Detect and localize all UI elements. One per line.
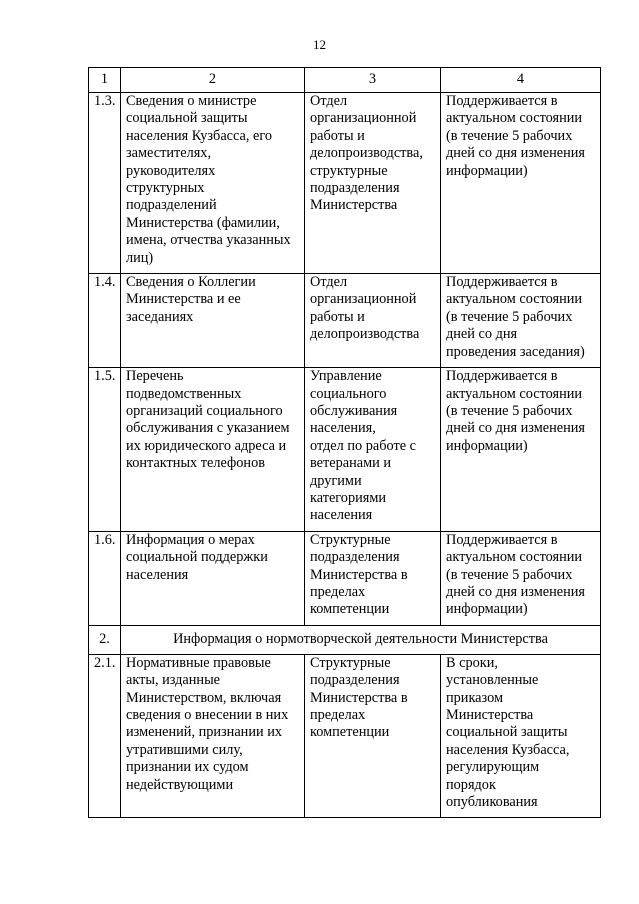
cell-line: населения — [310, 507, 373, 524]
cell-line: Перечень — [126, 368, 184, 385]
row-number: 2.1. — [89, 654, 121, 818]
table-row — [89, 93, 601, 274]
cell-line: изменений, признании их — [126, 724, 283, 741]
column-header: 1 — [89, 68, 121, 93]
table-row — [89, 531, 601, 625]
cell-line: (в течение 5 рабочих — [446, 127, 573, 144]
info-description — [121, 93, 305, 274]
cell-line: Сведения о Коллегии — [126, 274, 256, 291]
cell-line: Сведения о министре — [126, 93, 257, 109]
page-number: 12 — [313, 37, 326, 52]
row-number: 1.4. — [89, 274, 121, 368]
info-description — [121, 368, 305, 532]
cell-line: социальной защиты — [446, 724, 568, 741]
cell-line: (в течение 5 рабочих — [446, 308, 573, 325]
cell-line: (в течение 5 рабочих — [446, 402, 573, 419]
cell-line: Министерства — [310, 197, 398, 214]
cell-line: делопроизводства — [310, 326, 420, 343]
info-description — [121, 274, 305, 368]
cell-line: обслуживания с указанием — [126, 420, 290, 437]
cell-line: актуальном состоянии — [446, 110, 583, 127]
cell-line: Поддерживается в — [446, 93, 558, 109]
cell-line: Управление — [310, 368, 382, 385]
cell-line: Министерством, включая — [126, 689, 282, 706]
row-number: 1.3. — [89, 93, 121, 274]
cell-line: утратившими силу, — [126, 741, 243, 758]
cell-line: (в течение 5 рабочих — [446, 566, 573, 583]
cell-line: Структурные — [310, 654, 391, 671]
cell-line: регулирующим — [446, 759, 540, 776]
cell-line: имена, отчества указанных — [126, 232, 291, 249]
cell-line: Поддерживается в — [446, 368, 558, 385]
cell-line: руководителях — [126, 162, 216, 179]
section-title: Информация о нормотворческой деятельности Министерства — [121, 625, 601, 654]
cell-line: работы и — [310, 308, 365, 325]
cell-line: работы и — [310, 127, 365, 144]
cell-line: отдел по работе с — [310, 437, 416, 454]
cell-line: подразделения — [310, 672, 400, 689]
cell-line: дней со дня изменения — [446, 420, 586, 437]
cell-line: недействующими — [126, 776, 234, 793]
cell-line: их юридического адреса и — [126, 437, 287, 454]
cell-line: Информация о мерах — [126, 531, 255, 548]
responsible-unit — [305, 531, 441, 625]
cell-line: сведения о внесении в них — [126, 707, 289, 723]
cell-line: Министерства в — [310, 566, 408, 583]
section-number: 2. — [89, 625, 121, 654]
cell-line: Министерства — [446, 707, 534, 723]
cell-line: социальной защиты — [126, 110, 248, 127]
cell-line: подразделения — [310, 549, 400, 566]
cell-line: дней со дня изменения — [446, 145, 586, 162]
info-description — [121, 654, 305, 818]
update-schedule — [441, 274, 601, 368]
cell-line: пределах — [310, 707, 366, 723]
cell-line: структурных — [126, 180, 205, 197]
cell-line: дней со дня изменения — [446, 583, 586, 600]
cell-line: организационной — [310, 110, 417, 127]
cell-line: Министерства в — [310, 689, 408, 706]
cell-line: акты, изданные — [126, 672, 221, 689]
cell-line: другими — [310, 472, 362, 489]
cell-line: приказом — [446, 689, 504, 706]
cell-line: заместителях, — [126, 145, 212, 162]
update-schedule — [441, 368, 601, 532]
cell-line: порядок — [446, 776, 496, 793]
cell-line: социальной поддержки — [126, 549, 268, 566]
cell-line: Нормативные правовые — [126, 654, 271, 671]
table-header-row — [89, 68, 601, 93]
cell-line: информации) — [446, 601, 528, 618]
cell-line: проведения заседания) — [446, 343, 585, 360]
cell-line: опубликования — [446, 794, 538, 811]
cell-line: актуальном состоянии — [446, 291, 583, 308]
cell-line: социального — [310, 385, 387, 402]
table-row — [89, 368, 601, 532]
cell-line: категориями — [310, 489, 387, 506]
column-header: 3 — [305, 68, 441, 93]
row-number: 1.6. — [89, 531, 121, 625]
cell-line: информации) — [446, 162, 528, 179]
cell-line: заседаниях — [126, 308, 194, 325]
cell-line: Министерства (фамилии, — [126, 214, 280, 231]
table-row — [89, 274, 601, 368]
responsible-unit — [305, 368, 441, 532]
cell-line: населения Кузбасса, его — [126, 127, 273, 144]
cell-line: компетенции — [310, 601, 390, 618]
update-schedule — [441, 531, 601, 625]
information-table — [88, 67, 601, 818]
cell-line: подразделения — [310, 180, 400, 197]
cell-line: контактных телефонов — [126, 455, 265, 472]
responsible-unit — [305, 274, 441, 368]
cell-line: актуальном состоянии — [446, 385, 583, 402]
cell-line: компетенции — [310, 724, 390, 741]
cell-line: Структурные — [310, 531, 391, 548]
cell-line: организаций социального — [126, 402, 283, 419]
cell-line: организационной — [310, 291, 417, 308]
cell-line: дней со дня — [446, 326, 518, 343]
update-schedule — [441, 654, 601, 818]
cell-line: актуальном состоянии — [446, 549, 583, 566]
cell-line: Поддерживается в — [446, 531, 558, 548]
cell-line: Поддерживается в — [446, 274, 558, 291]
cell-line: подразделений — [126, 197, 217, 214]
cell-line: ветеранами и — [310, 455, 392, 472]
info-description — [121, 531, 305, 625]
cell-line: населения Кузбасса, — [446, 741, 570, 758]
responsible-unit — [305, 654, 441, 818]
cell-line: структурные — [310, 162, 388, 179]
section-row — [89, 625, 601, 654]
cell-line: установленные — [446, 672, 539, 689]
table-row — [89, 654, 601, 818]
column-header: 2 — [121, 68, 305, 93]
cell-line: Отдел — [310, 274, 348, 291]
cell-line: лиц) — [126, 249, 154, 266]
cell-line: подведомственных — [126, 385, 242, 402]
update-schedule — [441, 93, 601, 274]
cell-line: делопроизводства, — [310, 145, 423, 162]
cell-line: Отдел — [310, 93, 348, 109]
row-number: 1.5. — [89, 368, 121, 532]
responsible-unit — [305, 93, 441, 274]
cell-line: населения — [126, 566, 189, 583]
cell-line: информации) — [446, 437, 528, 454]
cell-line: В сроки, — [446, 654, 498, 671]
column-header: 4 — [441, 68, 601, 93]
cell-line: населения, — [310, 420, 376, 437]
cell-line: обслуживания — [310, 402, 398, 419]
cell-line: Министерства и ее — [126, 291, 241, 308]
cell-line: признании их судом — [126, 759, 249, 776]
cell-line: пределах — [310, 583, 366, 600]
